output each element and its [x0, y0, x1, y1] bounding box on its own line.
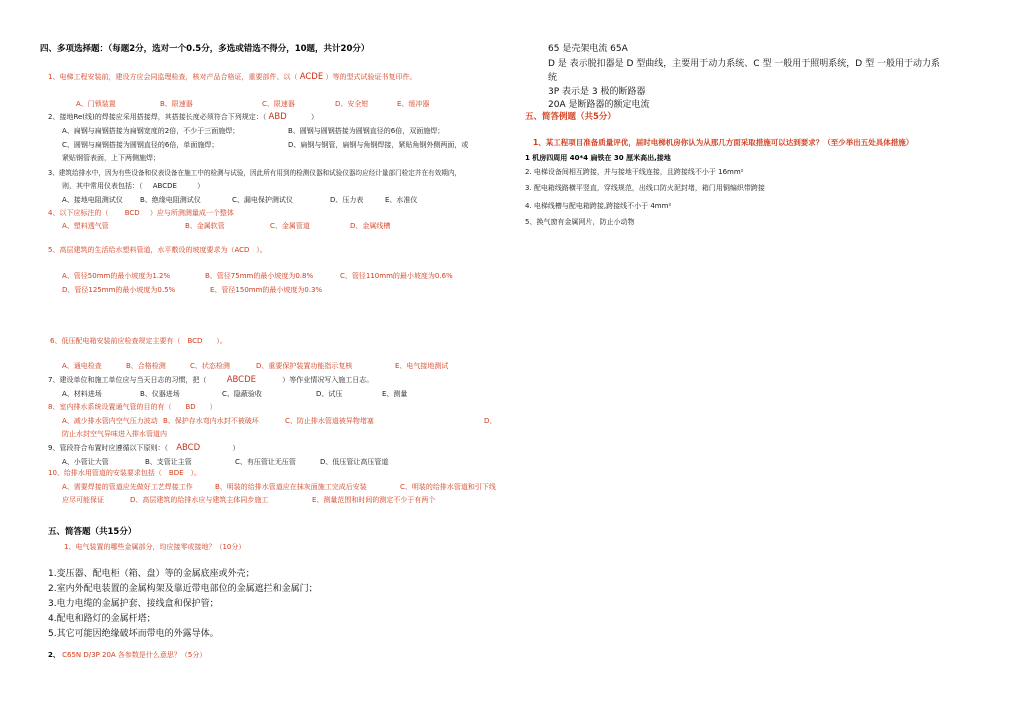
question-2-option-c: C、圆钢与扁钢搭接为圆钢直径的6倍，单面施焊； — [62, 141, 219, 149]
question-6-option-b: B、合格检测 — [126, 362, 166, 370]
question-8-option-d-cont: 防止水封空气异味进入排水管道内 — [62, 430, 167, 438]
question-3-option-d: D、压力表 — [330, 196, 364, 204]
question-1-text: 1、电梯工程安装前，建设方应会同监理检查，核对产品合格证，重要部件、以（ — [48, 73, 298, 81]
answer-line-1: 65 是壳架电流 65A — [548, 44, 628, 54]
answer-item-4: 4.配电和路灯的金属杆塔； — [48, 614, 156, 624]
question-7-option-b: B、仪器进场 — [140, 390, 180, 398]
question-9-option-a: A、小管让大管 — [62, 458, 109, 466]
question-10-option-c-cont: 应尽可能保证 — [62, 496, 104, 504]
section-5-question-2 — [48, 650, 206, 660]
question-1-tail: ）等的型式试验证书复印件。 — [325, 73, 417, 81]
answer-line-4: 3P 表示是 3 极的断路器 — [548, 87, 646, 97]
question-10-option-e: E、测量范围和时间的测定不少于有两个 — [312, 496, 436, 504]
question-10-option-d: D、高层建筑的给排水应与建筑主体同步施工 — [130, 496, 269, 504]
question-1-option-d: D、安全钳 — [335, 100, 369, 108]
question-10-option-c: C、明装的给排水管道和引下线 — [400, 483, 496, 491]
section-example-title: 五、简答例题（共5分） — [525, 112, 616, 122]
answer-item-3: 3.电力电缆的金属护套、接线盒和保护管； — [48, 599, 219, 609]
example-answer-5: 5、换气窗有金属网片，防止小动物 — [525, 218, 635, 226]
question-1-option-a: A、门锁装置 — [76, 100, 116, 108]
question-2-text: 2、接地Re(线)的焊接应采用搭接焊，其搭接长度必须符合下列规定：（ — [48, 113, 267, 121]
example-answer-4: 4. 电梯线槽与配电箱跨接,跨接线不小于 4mm² — [525, 202, 672, 210]
question-1-option-c: C、限速器 — [262, 100, 295, 108]
question-1-option-e: E、缓冲器 — [397, 100, 430, 108]
answer-line-2: D 是 表示脱扣器是 D 型曲线，主要用于动力系统、C 型 一般用于照明系统，D 型 一般用于动力系 — [548, 59, 940, 69]
example-answer-3: 3. 配电箱线路横平竖直，穿线规范，出线口防火泥封堵，箱门用铜编织带跨接 — [525, 184, 765, 192]
example-question: 1、某工程项目准备质量评优，届时电梯机房你认为从那几方面采取措施可以达到要求？（至少举出五处具体措施） — [533, 138, 914, 147]
example-answer-1: 1 机房四周用 40*4 扁铁在 30 厘米高出,接地 — [525, 154, 671, 162]
question-9-option-b: B、支管让主管 — [145, 458, 192, 466]
question-10: 10、给排水用管道的安装要求包括（ BDE ）。 — [48, 469, 202, 477]
section-5-question-2-number: 2、 — [48, 651, 60, 659]
question-4-option-d: D、金属线槽 — [350, 222, 391, 230]
answer-line-3: 统 — [548, 73, 558, 83]
question-2-option-d-cont: 紧贴钢管表面，上下两侧施焊； — [62, 154, 160, 162]
question-5-option-b: B、管径75mm的最小坡度为0.8% — [205, 272, 314, 280]
section-5-title: 五、简答题（共15分） — [48, 527, 137, 537]
question-7-option-a: A、材料进场 — [62, 390, 102, 398]
question-7-option-e: E、测量 — [382, 390, 408, 398]
question-9-option-d: D、低压管让高压管道 — [320, 458, 389, 466]
question-5-option-a: A、管径50mm的最小坡度为1.2% — [62, 272, 171, 280]
question-4-option-a: A、塑料透气管 — [62, 222, 109, 230]
section-5-question-2-text: C65N D/3P 20A 各参数是什么意思？（5分） — [62, 651, 207, 659]
question-9-text: 9、管段符合布置时应遵循以下原则：（ — [48, 444, 168, 452]
question-3: 3、建筑给排水中，因为有些设备和仪表设备在施工中的检测与试验，因此所有用到的检测仪器和试验仪器均应经计量部门检定并在有效期内， — [48, 169, 462, 177]
question-6-option-a: A、通电检查 — [62, 362, 102, 370]
question-7-text: 7、建设单位和施工单位应与当天日志的习惯，把（ — [48, 376, 207, 384]
question-7-option-d: D、试压 — [316, 390, 343, 398]
question-1-answer: ACDE — [299, 72, 324, 82]
question-2-option-a: A、扁钢与扁钢搭接为扁钢宽度的2倍，不少于三面施焊； — [62, 127, 240, 135]
question-8-option-b: B、保护存水弯内水封不被破坏 — [163, 417, 259, 425]
question-9-option-c: C、有压管让无压管 — [235, 458, 296, 466]
answer-item-5: 5.其它可能因绝缘破坏而带电的外露导体。 — [48, 629, 219, 639]
question-2-option-d: D、扁钢与钢管，扁钢与角钢焊接，紧贴角钢外侧两面，或 — [288, 141, 469, 149]
question-4-answer: BCD — [124, 209, 140, 217]
question-3-option-a: A、接地电阻测试仪 — [62, 196, 123, 204]
question-3-option-c: C、漏电保护测试仪 — [232, 196, 293, 204]
question-6-option-e: E、电气接地测试 — [395, 362, 449, 370]
question-5-option-d: D、管径125mm的最小坡度为0.5% — [62, 286, 176, 294]
section-5-question-1: 1、电气装置的哪些金属部分，均应接零或接地？（10分） — [64, 543, 246, 551]
question-2 — [48, 112, 318, 122]
question-3-option-b: B、绝缘电阻测试仪 — [140, 196, 201, 204]
example-answer-2: 2. 电梯设备间相互跨接，并与接地干线连接，且跨接线不小于 16mm² — [525, 168, 744, 176]
question-9 — [48, 443, 239, 453]
question-7-tail: ）等作业情况写入施工日志。 — [282, 376, 374, 384]
question-8-option-a: A、减少排水管内空气压力波动 — [62, 417, 158, 425]
question-10-option-a: A、需要焊接的管道应先做好工艺焊接工作 — [62, 483, 193, 491]
question-3-cont — [62, 181, 204, 191]
question-5: 5、高层建筑的生活给水塑料管道，水平敷设的坡度要求为（ACD ）。 — [48, 246, 267, 254]
question-8: 8、室内排水系统设置通气管的目的有（ BD ） — [48, 403, 217, 411]
question-4-text: 4、以下应标注的（ — [48, 209, 109, 217]
question-8-option-c: C、防止排水管道被异物堵塞 — [285, 417, 374, 425]
question-6: 6、低压配电箱安装前应检查规定主要有（ BCD ）。 — [50, 337, 227, 345]
question-7-option-c: C、隐蔽验收 — [222, 390, 262, 398]
question-1-option-b: B、限速器 — [160, 100, 193, 108]
question-4-tail: ）应与所测测量成一个整体 — [149, 209, 234, 217]
question-3-cont-text: 则，其中常用仪表包括：（ — [62, 182, 143, 190]
question-2-answer: ABD — [268, 112, 287, 122]
answer-item-1: 1.变压器、配电柜（箱、盘）等的金属底座或外壳； — [48, 569, 255, 579]
question-10-option-b: B、明装的给排水管道应在抹灰面施工完成后安装 — [215, 483, 367, 491]
question-3-answer: ABCDE — [152, 182, 177, 190]
question-4 — [48, 208, 234, 218]
question-6-option-d: D、重要保护装置功能指示复核 — [256, 362, 353, 370]
question-2-option-b: B、圆钢与圆钢搭接为圆钢直径的6倍，双面施焊； — [288, 127, 445, 135]
section-4-title: 四、多项选择题：（每题2分，选对一个0.5分，多选或错选不得分，10题，共计20分） — [40, 44, 370, 54]
question-9-tail: ） — [232, 444, 240, 452]
question-2-tail: ） — [310, 113, 318, 121]
question-6-option-c: C、状态检测 — [190, 362, 230, 370]
question-7 — [48, 375, 373, 385]
question-4-option-b: B、金属软管 — [185, 222, 225, 230]
question-3-tail: ） — [197, 182, 205, 190]
answer-line-5: 20A 是断路器的额定电流 — [548, 100, 650, 110]
question-4-option-c: C、金属管道 — [270, 222, 310, 230]
question-5-option-c: C、管径110mm的最小坡度为0.6% — [340, 272, 453, 280]
answer-item-2: 2.室内外配电装置的金属构架及靠近带电部位的金属遮拦和金属门； — [48, 584, 318, 594]
question-1 — [48, 72, 416, 82]
question-9-answer: ABCD — [176, 443, 201, 453]
question-8-option-d: D、 — [484, 417, 497, 425]
question-5-option-e: E、管径150mm的最小坡度为0.3% — [210, 286, 323, 294]
question-3-option-e: E、水准仪 — [385, 196, 418, 204]
question-7-answer: ABCDE — [226, 375, 257, 385]
